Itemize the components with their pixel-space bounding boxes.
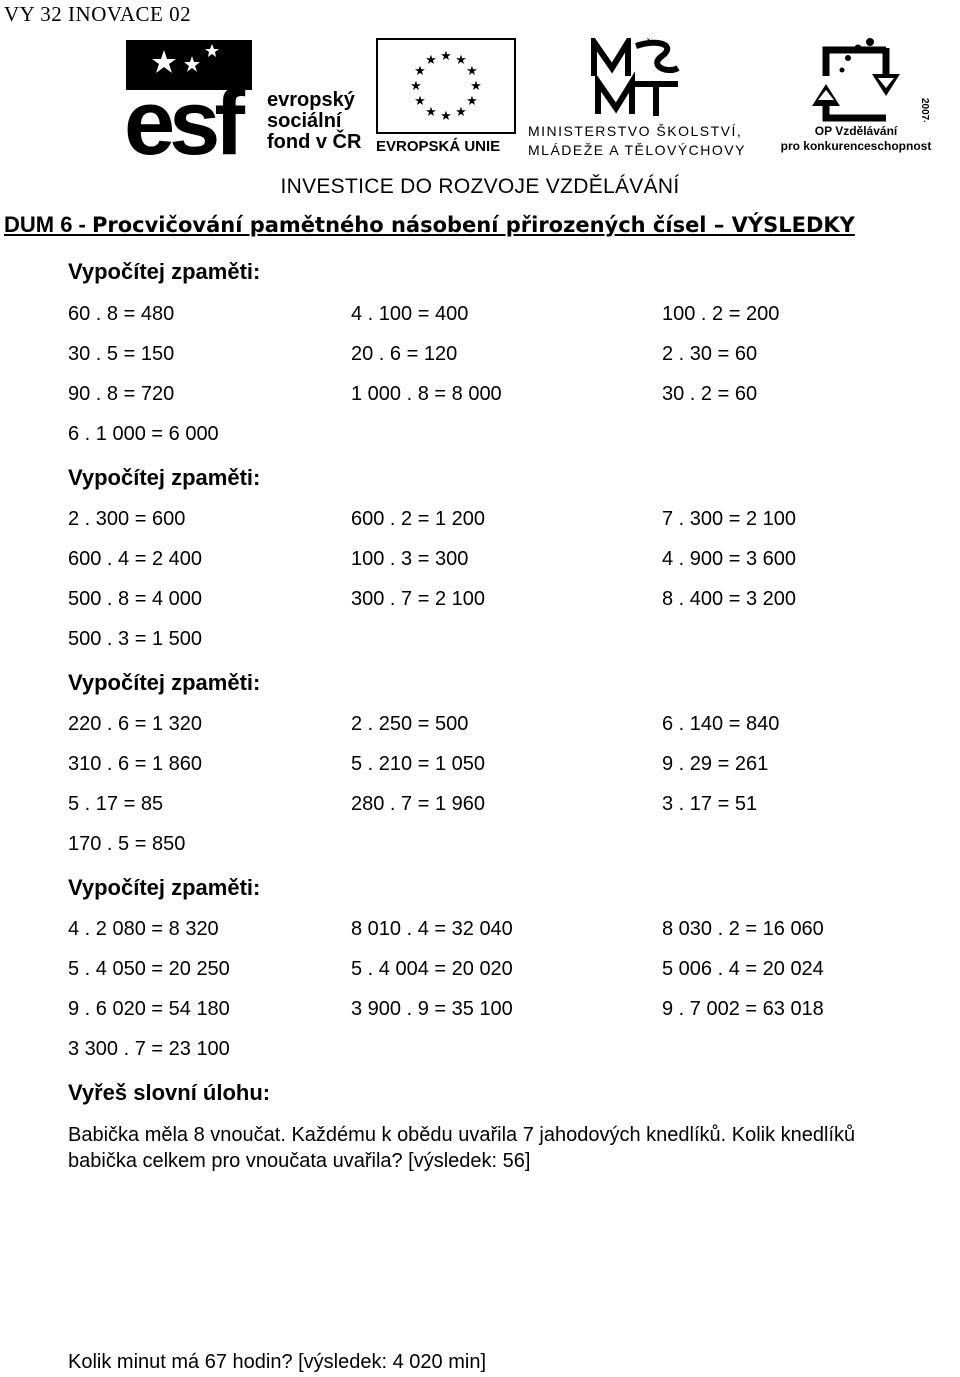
svg-text:★: ★ (455, 105, 467, 120)
exercise-cell: 100 . 3 = 300 (351, 548, 469, 570)
exercise-cell: 9 . 29 = 261 (662, 753, 769, 775)
section-heading: Vypočítej zpaměti: (68, 465, 261, 490)
exercise-cell: 20 . 6 = 120 (351, 343, 458, 365)
svg-text:★: ★ (425, 105, 437, 120)
exercise-cell: 280 . 7 = 1 960 (351, 793, 486, 815)
svg-text:esf: esf (124, 72, 239, 158)
exercise-cell: 310 . 6 = 1 860 (68, 753, 203, 775)
exercise-cell: 6 . 1 000 = 6 000 (68, 423, 219, 445)
svg-text:★: ★ (455, 53, 467, 68)
op-line: pro konkurenceschopnost (780, 139, 932, 153)
exercise-cell: 5 006 . 4 = 20 024 (662, 958, 824, 980)
exercise-cell: 100 . 2 = 200 (662, 303, 780, 325)
esf-line: sociální (267, 110, 342, 132)
exercise-cell: 2 . 30 = 60 (662, 343, 758, 365)
op-line: OP Vzdělávání (814, 124, 898, 138)
exercise-cell: 4 . 100 = 400 (351, 303, 469, 325)
exercise-cell: 3 . 17 = 51 (662, 793, 758, 815)
exercise-cell: 3 900 . 9 = 35 100 (351, 998, 513, 1020)
section-heading: Vypočítej zpaměti: (68, 670, 261, 695)
esf-line: fond v ČR (267, 131, 362, 153)
exercise-cell: 600 . 4 = 2 400 (68, 548, 203, 570)
exercise-cell: 170 . 5 = 850 (68, 833, 186, 855)
svg-text:★: ★ (414, 94, 426, 109)
word-problem-text: babička celkem pro vnoučata uvařila? [výsledek: 56] (68, 1150, 531, 1172)
exercise-cell: 600 . 2 = 1 200 (351, 508, 486, 530)
svg-text:★: ★ (425, 53, 437, 68)
svg-text:★: ★ (410, 79, 422, 94)
op-logo (776, 38, 946, 158)
op-logo-mark (776, 38, 946, 122)
exercise-cell: 300 . 7 = 2 100 (351, 588, 486, 610)
eu-logo (376, 38, 526, 158)
document-code: VY 32 INOVACE 02 (4, 2, 192, 26)
msmt-logo (528, 38, 773, 158)
title-part-1: DUM 6 - (4, 212, 92, 237)
exercise-cell: 500 . 3 = 1 500 (68, 628, 203, 650)
svg-text:★: ★ (440, 109, 452, 124)
msmt-line: MLÁDEŽE A TĚLOVÝCHOVY (528, 142, 746, 158)
exercise-cell: 2 . 300 = 600 (68, 508, 186, 530)
exercise-cell: 220 . 6 = 1 320 (68, 713, 203, 735)
exercise-cell: 6 . 140 = 840 (662, 713, 780, 735)
esf-logo-mark (124, 38, 264, 158)
exercise-cell: 1 000 . 8 = 8 000 (351, 383, 502, 405)
section-heading: Vypočítej zpaměti: (68, 875, 261, 900)
svg-text:★: ★ (466, 64, 478, 79)
exercise-cell: 30 . 2 = 60 (662, 383, 758, 405)
word-problem-text: Babička měla 8 vnoučat. Každému k obědu uvařila 7 jahodových knedlíků. Kolik knedlíků (68, 1124, 856, 1146)
exercise-cell: 30 . 5 = 150 (68, 343, 175, 365)
exercise-cell: 5 . 210 = 1 050 (351, 753, 486, 775)
svg-text:★: ★ (470, 79, 482, 94)
svg-text:★: ★ (414, 64, 426, 79)
exercise-cell: 60 . 8 = 480 (68, 303, 175, 325)
exercise-cell: 7 . 300 = 2 100 (662, 508, 797, 530)
exercise-cell: 8 030 . 2 = 16 060 (662, 918, 824, 940)
esf-line: evropský (267, 89, 355, 111)
title-part-2: Procvičování pamětného násobení přirozených čísel – VÝSLEDKY (92, 213, 855, 237)
exercise-cell: 2 . 250 = 500 (351, 713, 469, 735)
exercise-cell: 90 . 8 = 720 (68, 383, 175, 405)
esf-logo (124, 38, 364, 158)
op-years: 2007-13 (919, 98, 930, 122)
exercise-cell: 3 300 . 7 = 23 100 (68, 1038, 230, 1060)
exercise-cell: 8 . 400 = 3 200 (662, 588, 797, 610)
exercise-cell: 500 . 8 = 4 000 (68, 588, 203, 610)
section-heading: Vypočítej zpaměti: (68, 259, 261, 284)
exercise-cell: 9 . 7 002 = 63 018 (662, 998, 824, 1020)
word-problem-heading: Vyřeš slovní úlohu: (68, 1080, 271, 1105)
msmt-line: MINISTERSTVO ŠKOLSTVÍ, (528, 123, 743, 139)
svg-text:★: ★ (466, 94, 478, 109)
exercise-cell: 5 . 4 004 = 20 020 (351, 958, 513, 980)
exercise-cell: 9 . 6 020 = 54 180 (68, 998, 230, 1020)
document-title (4, 212, 855, 238)
exercise-cell: 5 . 4 050 = 20 250 (68, 958, 230, 980)
eu-flag-icon (376, 38, 516, 134)
investice-slogan: INVESTICE DO ROZVOJE VZDĚLÁVÁNÍ (280, 175, 680, 198)
msmt-logo-mark (528, 38, 773, 118)
eu-label: EVROPSKÁ UNIE (376, 138, 501, 155)
exercise-cell: 4 . 900 = 3 600 (662, 548, 797, 570)
svg-text:ˇ: ˇ (646, 38, 651, 49)
word-problem-text: Kolik minut má 67 hodin? [výsledek: 4 020 min] (68, 1351, 486, 1373)
exercise-cell: 8 010 . 4 = 32 040 (351, 918, 513, 940)
exercise-cell: 4 . 2 080 = 8 320 (68, 918, 219, 940)
exercise-cell: 5 . 17 = 85 (68, 793, 164, 815)
svg-text:★: ★ (440, 49, 452, 64)
